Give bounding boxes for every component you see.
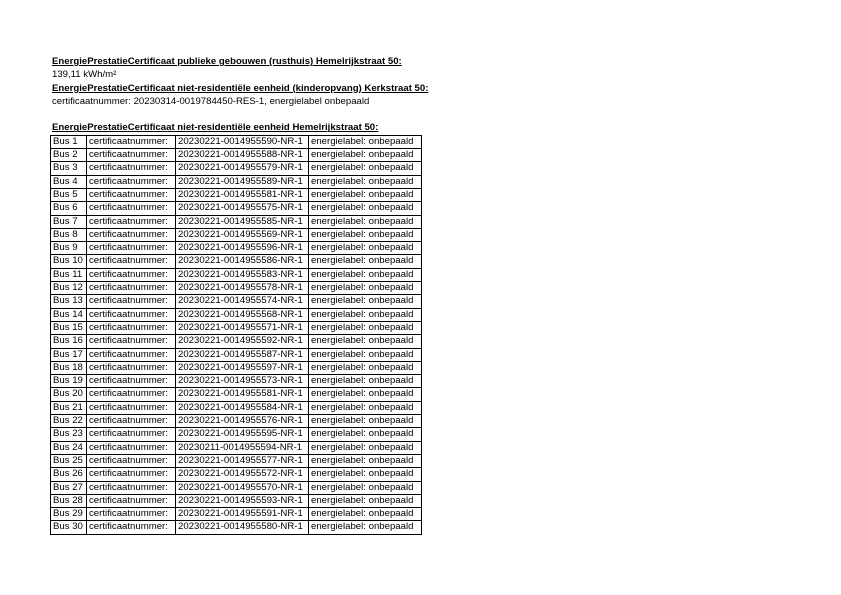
energy-label-cell: energielabel: onbepaald [309, 388, 422, 401]
energy-label-cell: energielabel: onbepaald [309, 295, 422, 308]
energy-label-cell: energielabel: onbepaald [309, 268, 422, 281]
energy-label-cell: energielabel: onbepaald [309, 228, 422, 241]
certificate-label-cell: certificaatnummer: [87, 242, 176, 255]
table-row [51, 321, 422, 334]
certificate-label-cell: certificaatnummer: [87, 361, 176, 374]
certificate-number-cell: 20230221-0014955580-NR-1 [176, 521, 309, 534]
bus-cell: Bus 28 [51, 494, 87, 507]
certificate-label-cell: certificaatnummer: [87, 468, 176, 481]
table-row [51, 454, 422, 467]
rusthuis-value: 139,11 kWh/m² [52, 69, 117, 81]
energy-label-cell: energielabel: onbepaald [309, 149, 422, 162]
table-row [51, 508, 422, 521]
bus-cell: Bus 25 [51, 454, 87, 467]
energy-label-cell: energielabel: onbepaald [309, 135, 422, 148]
bus-cell: Bus 9 [51, 242, 87, 255]
energy-label-cell: energielabel: onbepaald [309, 215, 422, 228]
energy-label-cell: energielabel: onbepaald [309, 481, 422, 494]
certificate-number-cell: 20230221-0014955573-NR-1 [176, 375, 309, 388]
energy-label-cell: energielabel: onbepaald [309, 308, 422, 321]
energy-label-cell: energielabel: onbepaald [309, 255, 422, 268]
energy-label-cell: energielabel: onbepaald [309, 188, 422, 201]
table-row [51, 295, 422, 308]
bus-cell: Bus 2 [51, 149, 87, 162]
certificate-label-cell: certificaatnummer: [87, 149, 176, 162]
certificate-number-cell: 20230221-0014955596-NR-1 [176, 242, 309, 255]
table-row [51, 375, 422, 388]
certificate-number-cell: 20230221-0014955576-NR-1 [176, 415, 309, 428]
certificate-label-cell: certificaatnummer: [87, 215, 176, 228]
certificate-number-cell: 20230221-0014955591-NR-1 [176, 508, 309, 521]
table-row [51, 521, 422, 534]
energy-label-cell: energielabel: onbepaald [309, 521, 422, 534]
bus-cell: Bus 17 [51, 348, 87, 361]
bus-cell: Bus 7 [51, 215, 87, 228]
energy-label-cell: energielabel: onbepaald [309, 428, 422, 441]
certificate-label-cell: certificaatnummer: [87, 348, 176, 361]
table-row [51, 388, 422, 401]
certificate-number-cell: 20230221-0014955586-NR-1 [176, 255, 309, 268]
energy-label-cell: energielabel: onbepaald [309, 508, 422, 521]
document-page [52, 55, 428, 535]
certificate-number-cell: 20230221-0014955569-NR-1 [176, 228, 309, 241]
bus-cell: Bus 20 [51, 388, 87, 401]
energy-label-cell: energielabel: onbepaald [309, 162, 422, 175]
energy-label-cell: energielabel: onbepaald [309, 202, 422, 215]
bus-cell: Bus 12 [51, 282, 87, 295]
certificate-table-body [51, 135, 422, 534]
certificate-number-cell: 20230221-0014955570-NR-1 [176, 481, 309, 494]
bus-cell: Bus 10 [51, 255, 87, 268]
certificate-label-cell: certificaatnummer: [87, 321, 176, 334]
certificate-label-cell: certificaatnummer: [87, 308, 176, 321]
bus-cell: Bus 18 [51, 361, 87, 374]
table-row [51, 162, 422, 175]
certificate-label-cell: certificaatnummer: [87, 162, 176, 175]
table-row [51, 228, 422, 241]
table-row [51, 494, 422, 507]
certificate-label-cell: certificaatnummer: [87, 268, 176, 281]
table-row [51, 415, 422, 428]
certificate-number-cell: 20230221-0014955584-NR-1 [176, 401, 309, 414]
table-row [51, 149, 422, 162]
certificate-table [50, 135, 422, 535]
certificate-number-cell: 20230221-0014955577-NR-1 [176, 454, 309, 467]
energy-label-cell: energielabel: onbepaald [309, 468, 422, 481]
certificate-number-cell: 20230221-0014955581-NR-1 [176, 388, 309, 401]
certificate-number-cell: 20230221-0014955593-NR-1 [176, 494, 309, 507]
certificate-label-cell: certificaatnummer: [87, 401, 176, 414]
table-row [51, 335, 422, 348]
hemelrijkstraat-heading: EnergiePrestatieCertificaat niet-residentiële eenheid Hemelrijkstraat 50: [52, 122, 379, 134]
energy-label-cell: energielabel: onbepaald [309, 321, 422, 334]
certificate-number-cell: 20230221-0014955585-NR-1 [176, 215, 309, 228]
bus-cell: Bus 11 [51, 268, 87, 281]
table-row [51, 481, 422, 494]
bus-cell: Bus 23 [51, 428, 87, 441]
bus-cell: Bus 16 [51, 335, 87, 348]
bus-cell: Bus 15 [51, 321, 87, 334]
certificate-number-cell: 20230211-0014955594-NR-1 [176, 441, 309, 454]
certificate-number-cell: 20230221-0014955575-NR-1 [176, 202, 309, 215]
table-row [51, 242, 422, 255]
energy-label-cell: energielabel: onbepaald [309, 454, 422, 467]
certificate-label-cell: certificaatnummer: [87, 228, 176, 241]
certificate-number-cell: 20230221-0014955574-NR-1 [176, 295, 309, 308]
certificate-number-cell: 20230221-0014955568-NR-1 [176, 308, 309, 321]
certificate-number-cell: 20230221-0014955579-NR-1 [176, 162, 309, 175]
certificate-number-cell: 20230221-0014955587-NR-1 [176, 348, 309, 361]
certificate-label-cell: certificaatnummer: [87, 295, 176, 308]
table-row [51, 202, 422, 215]
certificate-number-cell: 20230221-0014955595-NR-1 [176, 428, 309, 441]
bus-cell: Bus 24 [51, 441, 87, 454]
certificate-number-cell: 20230221-0014955589-NR-1 [176, 175, 309, 188]
table-row [51, 282, 422, 295]
table-row [51, 308, 422, 321]
bus-cell: Bus 3 [51, 162, 87, 175]
certificate-number-cell: 20230221-0014955590-NR-1 [176, 135, 309, 148]
certificate-number-cell: 20230221-0014955588-NR-1 [176, 149, 309, 162]
bus-cell: Bus 6 [51, 202, 87, 215]
table-row [51, 268, 422, 281]
table-row [51, 135, 422, 148]
certificate-number-cell: 20230221-0014955592-NR-1 [176, 335, 309, 348]
energy-label-cell: energielabel: onbepaald [309, 441, 422, 454]
certificate-label-cell: certificaatnummer: [87, 428, 176, 441]
table-row [51, 188, 422, 201]
table-row [51, 348, 422, 361]
table-row [51, 441, 422, 454]
certificate-label-cell: certificaatnummer: [87, 508, 176, 521]
table-row [51, 428, 422, 441]
table-row [51, 361, 422, 374]
bus-cell: Bus 30 [51, 521, 87, 534]
bus-cell: Bus 13 [51, 295, 87, 308]
certificate-label-cell: certificaatnummer: [87, 415, 176, 428]
table-row [51, 401, 422, 414]
energy-label-cell: energielabel: onbepaald [309, 361, 422, 374]
energy-label-cell: energielabel: onbepaald [309, 348, 422, 361]
energy-label-cell: energielabel: onbepaald [309, 335, 422, 348]
table-row [51, 175, 422, 188]
bus-cell: Bus 14 [51, 308, 87, 321]
certificate-number-cell: 20230221-0014955581-NR-1 [176, 188, 309, 201]
energy-label-cell: energielabel: onbepaald [309, 175, 422, 188]
bus-cell: Bus 8 [51, 228, 87, 241]
kinderopvang-value: certificaatnummer: 20230314-0019784450-RES-1, energielabel onbepaald [52, 95, 370, 107]
bus-cell: Bus 29 [51, 508, 87, 521]
bus-cell: Bus 5 [51, 188, 87, 201]
bus-cell: Bus 4 [51, 175, 87, 188]
certificate-label-cell: certificaatnummer: [87, 375, 176, 388]
bus-cell: Bus 19 [51, 375, 87, 388]
bus-cell: Bus 26 [51, 468, 87, 481]
bus-cell: Bus 1 [51, 135, 87, 148]
energy-label-cell: energielabel: onbepaald [309, 415, 422, 428]
rusthuis-heading: EnergiePrestatieCertificaat publieke gebouwen (rusthuis) Hemelrijkstraat 50: [52, 56, 402, 67]
certificate-number-cell: 20230221-0014955578-NR-1 [176, 282, 309, 295]
certificate-number-cell: 20230221-0014955572-NR-1 [176, 468, 309, 481]
certificate-label-cell: certificaatnummer: [87, 388, 176, 401]
bus-cell: Bus 27 [51, 481, 87, 494]
energy-label-cell: energielabel: onbepaald [309, 242, 422, 255]
certificate-label-cell: certificaatnummer: [87, 282, 176, 295]
certificate-number-cell: 20230221-0014955571-NR-1 [176, 321, 309, 334]
section-spacer [52, 108, 428, 121]
certificate-label-cell: certificaatnummer: [87, 135, 176, 148]
certificate-label-cell: certificaatnummer: [87, 494, 176, 507]
bus-cell: Bus 22 [51, 415, 87, 428]
certificate-number-cell: 20230221-0014955597-NR-1 [176, 361, 309, 374]
certificate-label-cell: certificaatnummer: [87, 335, 176, 348]
energy-label-cell: energielabel: onbepaald [309, 494, 422, 507]
certificate-label-cell: certificaatnummer: [87, 441, 176, 454]
certificate-label-cell: certificaatnummer: [87, 521, 176, 534]
certificate-label-cell: certificaatnummer: [87, 481, 176, 494]
table-row [51, 468, 422, 481]
energy-label-cell: energielabel: onbepaald [309, 282, 422, 295]
table-row [51, 255, 422, 268]
certificate-number-cell: 20230221-0014955583-NR-1 [176, 268, 309, 281]
certificate-label-cell: certificaatnummer: [87, 255, 176, 268]
certificate-label-cell: certificaatnummer: [87, 175, 176, 188]
certificate-label-cell: certificaatnummer: [87, 188, 176, 201]
kinderopvang-heading: EnergiePrestatieCertificaat niet-residentiële eenheid (kinderopvang) Kerkstraat 50: [52, 82, 429, 94]
bus-cell: Bus 21 [51, 401, 87, 414]
energy-label-cell: energielabel: onbepaald [309, 401, 422, 414]
energy-label-cell: energielabel: onbepaald [309, 375, 422, 388]
certificate-label-cell: certificaatnummer: [87, 202, 176, 215]
certificate-label-cell: certificaatnummer: [87, 454, 176, 467]
table-row [51, 215, 422, 228]
